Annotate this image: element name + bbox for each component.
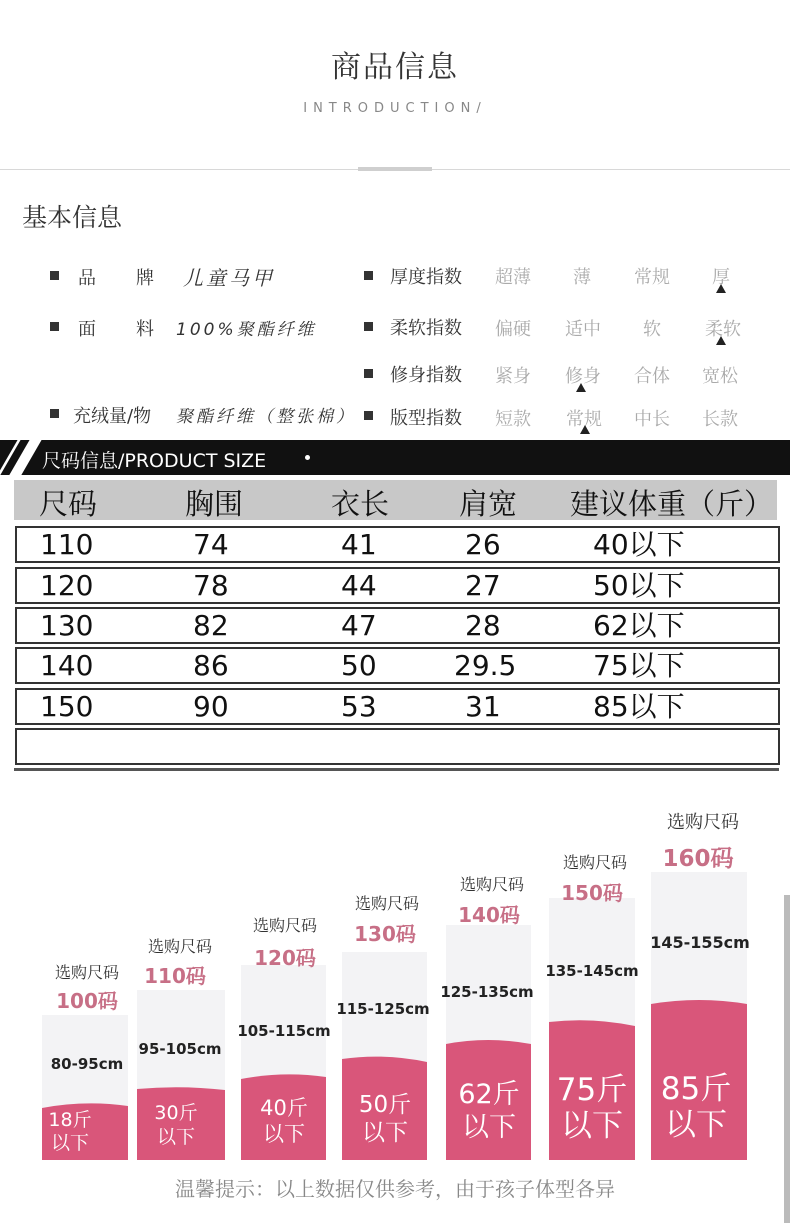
weight-suffix: 以下 [156,1126,195,1148]
cell-chest: 90 [193,690,229,723]
cell-shoulder: 27 [465,569,501,602]
cell-weight: 85以下 [593,690,685,723]
table-row-empty [15,728,780,765]
table-row [15,607,780,644]
weight-suffix: 以下 [462,1112,516,1143]
table-bottom-line [14,768,779,771]
weight-suffix: 以下 [362,1120,408,1146]
filling-label: 充绒量/物 [73,406,152,427]
size-code: 120码 [254,946,316,970]
height-range: 95-105cm [138,1040,222,1058]
softness-option-soft: 软 [643,319,661,340]
cell-length: 44 [341,569,377,602]
bullet-filling [50,409,59,418]
height-range: 125-135cm [440,983,534,1001]
weight-suffix: 以下 [665,1107,727,1143]
fit-selected-marker [576,383,586,392]
cell-weight: 62以下 [593,609,685,642]
size-table-header [14,480,777,520]
length-option-short: 短款 [495,409,531,430]
bullet-length [364,411,373,420]
fit-option-slim: 修身 [565,366,601,387]
softness-option-very-soft: 柔软 [705,319,741,340]
softness-option-moderate: 适中 [565,319,601,340]
select-size-label: 选购尺码 [667,812,739,833]
cell-chest: 74 [193,528,229,561]
tip-text: 温馨提示：以上数据仅供参考，由于孩子体型各异 [175,1177,615,1201]
softness-index-label: 柔软指数 [390,318,462,339]
weight-value: 50斤 [358,1092,412,1118]
weight-suffix: 以下 [263,1122,305,1146]
thickness-option-ultrathin: 超薄 [495,267,531,288]
fabric-label-2: 料 [136,319,154,340]
page-title: 商品信息 [331,50,459,85]
cell-size: 130 [40,609,94,642]
bullet-fit [364,369,373,378]
basic-info-title: 基本信息 [22,203,123,232]
table-row [15,688,780,725]
bullet-brand [50,271,59,280]
cell-weight: 75以下 [593,649,685,682]
fit-index-label: 修身指数 [390,365,462,386]
thickness-selected-marker [716,284,726,293]
length-option-regular: 常规 [566,409,602,430]
cell-shoulder: 26 [465,528,501,561]
select-size-label: 选购尺码 [147,937,212,956]
brand-label-1: 品 [78,268,96,289]
size-code: 130码 [354,922,416,946]
size-code: 100码 [56,989,118,1013]
cell-chest: 86 [193,649,229,682]
cell-size: 120 [40,569,94,602]
cell-shoulder: 31 [465,690,501,723]
fit-option-tight: 紧身 [495,366,531,387]
height-range: 105-115cm [237,1022,331,1040]
select-size-label: 选购尺码 [562,853,627,872]
height-range: 145-155cm [650,933,750,952]
fabric-label-1: 面 [78,319,96,340]
cell-shoulder: 28 [465,609,501,642]
size-code: 150码 [561,881,623,905]
fit-option-fitted: 合体 [634,366,670,387]
brand-label-2: 牌 [136,268,154,289]
cell-size: 140 [40,649,94,682]
weight-suffix: 以下 [50,1132,89,1154]
weight-value: 85斤 [660,1071,732,1107]
cell-size: 150 [40,690,94,723]
softness-selected-marker [716,336,726,345]
bullet-thickness [364,271,373,280]
weight-value: 40斤 [260,1096,308,1120]
cell-length: 41 [341,528,377,561]
thickness-index-label: 厚度指数 [390,267,462,288]
header-weight: 建议体重（斤） [570,487,774,521]
cell-chest: 82 [193,609,229,642]
header-divider-mark [358,167,432,171]
weight-value: 18斤 [48,1109,92,1131]
weight-suffix: 以下 [561,1108,623,1144]
weight-value: 75斤 [556,1072,628,1108]
softness-option-hard: 偏硬 [495,319,531,340]
table-row [15,567,780,604]
brand-value: 儿童马甲 [183,266,275,290]
size-info-banner-text: 尺码信息/PRODUCT SIZE [42,450,267,472]
select-size-label: 选购尺码 [354,894,419,913]
weight-value: 62斤 [458,1079,520,1110]
height-range: 135-145cm [545,962,639,980]
length-option-mid: 中长 [634,409,670,430]
cell-weight: 40以下 [593,528,685,561]
edge-bar [784,895,790,1223]
bullet-fabric [50,322,59,331]
size-info-banner [0,440,790,475]
header-shoulder: 肩宽 [459,487,518,521]
header-size: 尺码 [39,487,98,521]
page-subtitle: INTRODUCTION/ [303,101,487,116]
cell-size: 110 [40,528,94,561]
thickness-option-thin: 薄 [573,267,591,288]
table-row [15,647,780,684]
thickness-option-regular: 常规 [634,267,670,288]
filling-value: 聚酯纤维（整张棉） [176,407,356,427]
height-range: 115-125cm [336,1000,430,1018]
header-chest: 胸围 [185,487,244,521]
cell-length: 50 [341,649,377,682]
header-length: 衣长 [331,487,390,521]
size-code: 140码 [458,903,520,927]
cell-chest: 78 [193,569,229,602]
length-index-label: 版型指数 [390,408,462,429]
cell-shoulder: 29.5 [454,649,517,682]
size-code: 110码 [144,964,206,988]
height-range: 80-95cm [50,1055,124,1073]
cell-length: 47 [341,609,377,642]
table-row [15,526,780,563]
bullet-softness [364,322,373,331]
banner-dot [305,455,310,460]
size-code: 160码 [662,846,734,872]
banner-slash-thick [6,440,41,475]
weight-value: 30斤 [154,1102,198,1124]
cell-length: 53 [341,690,377,723]
fit-option-loose: 宽松 [702,366,738,387]
length-option-long: 长款 [702,409,738,430]
thickness-option-thick: 厚 [712,267,730,288]
select-size-label: 选购尺码 [252,916,317,935]
fabric-value: 100%聚酯纤维 [176,320,317,340]
select-size-label: 选购尺码 [54,963,119,982]
cell-weight: 50以下 [593,569,685,602]
select-size-label: 选购尺码 [459,875,524,894]
length-selected-marker [580,425,590,434]
